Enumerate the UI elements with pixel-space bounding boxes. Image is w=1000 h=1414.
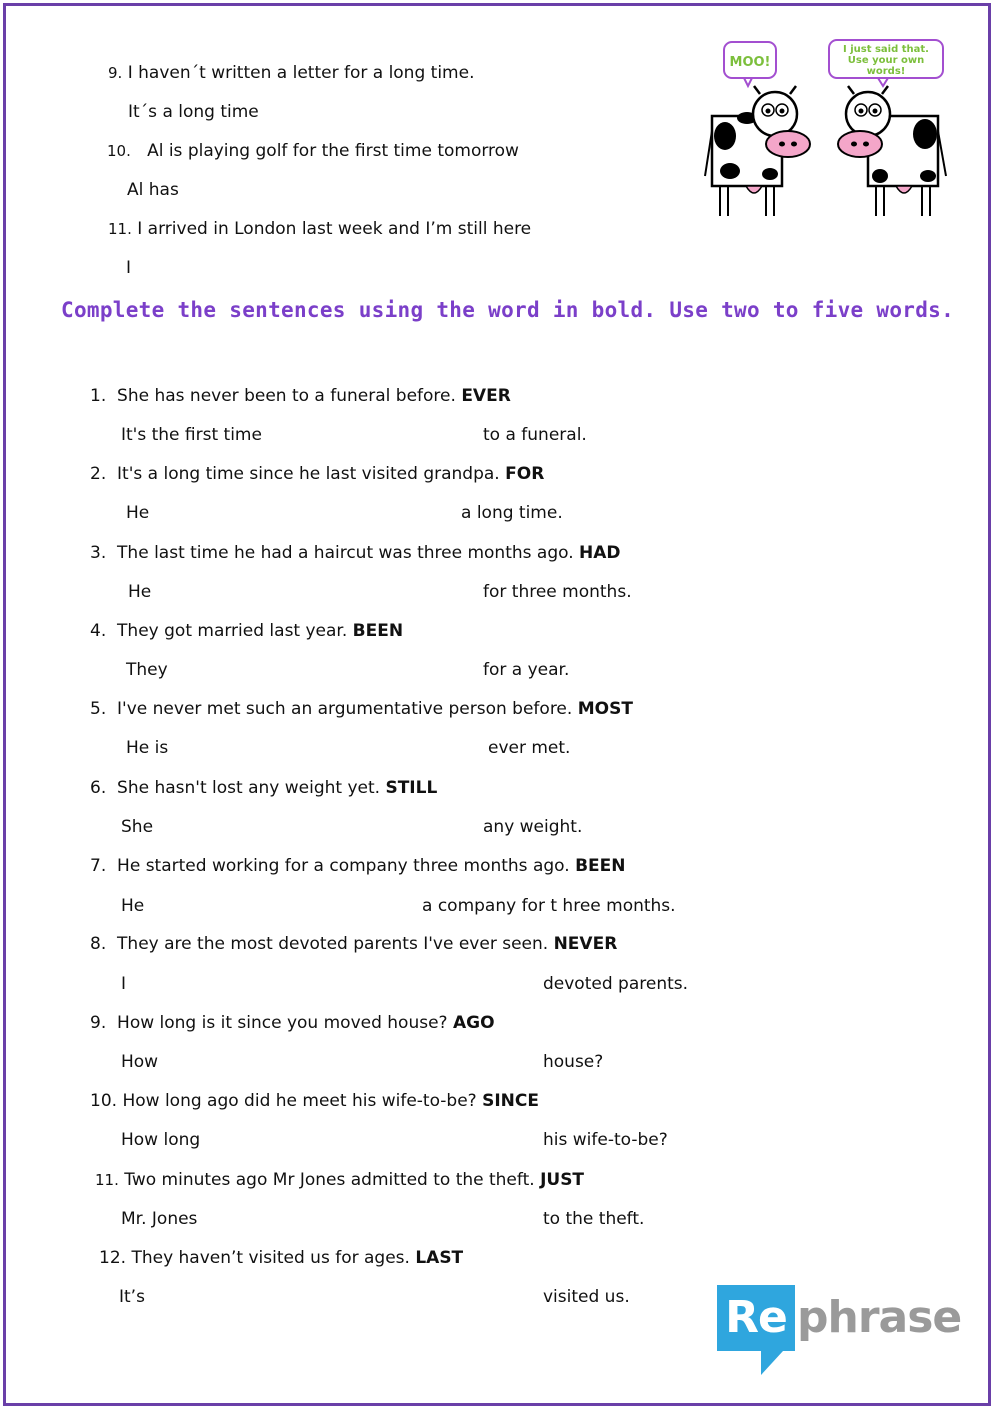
item-7: 7. He started working for a company three months ago. BEEN	[90, 856, 626, 876]
svg-text:I just said that.: I just said that.	[843, 44, 929, 55]
item-11-prompt-start: Mr. Jones	[121, 1209, 198, 1229]
keyword: HAD	[579, 543, 621, 563]
item-2: 2. It's a long time since he last visited grandpa. FOR	[90, 464, 545, 484]
keyword: NEVER	[553, 934, 618, 954]
item-11: 11. Two minutes ago Mr Jones admitted to the theft. JUST	[95, 1170, 585, 1190]
item-6-prompt-start: She	[121, 817, 154, 837]
item-1-prompt-end: to a funeral.	[483, 425, 587, 445]
top-item-9: 9. I haven´t written a letter for a long time.	[108, 63, 475, 83]
item-4-prompt-start: They	[126, 660, 168, 680]
speech-bubble-left	[724, 42, 776, 86]
keyword: BEEN	[352, 621, 404, 641]
keyword: BEEN	[575, 856, 626, 876]
logo-text: phrase	[797, 1292, 962, 1343]
keyword: SINCE	[482, 1091, 539, 1111]
item-3: 3. The last time he had a haircut was three months ago. HAD	[90, 543, 621, 563]
item-12-prompt-end: visited us.	[543, 1287, 630, 1307]
item-5-prompt-end: ever met.	[488, 738, 571, 758]
keyword: EVER	[461, 386, 511, 406]
item-1: 1. She has never been to a funeral before. EVER	[90, 386, 511, 406]
left-cow-icon	[705, 86, 810, 216]
keyword: AGO	[452, 1013, 495, 1033]
top-item-10-prompt: Al has	[127, 180, 179, 200]
item-4: 4. They got married last year. BEEN	[90, 621, 404, 641]
keyword: STILL	[385, 778, 438, 798]
item-12: 12. They haven’t visited us for ages. LAST	[99, 1248, 464, 1268]
keyword: MOST	[577, 699, 633, 719]
top-item-11-prompt: I	[126, 258, 132, 278]
item-11-prompt-end: to the theft.	[543, 1209, 645, 1229]
speech-bubble-right	[829, 40, 943, 86]
item-7-prompt-end: a company for t hree months.	[422, 896, 676, 916]
svg-text:Use your own: Use your own	[847, 55, 925, 66]
item-2-prompt-end: a long time.	[461, 503, 563, 523]
item-10: 10. How long ago did he meet his wife-to-be? SINCE	[90, 1091, 539, 1111]
item-3-prompt-start: He	[128, 582, 152, 602]
item-10-prompt-start: How long	[121, 1130, 201, 1150]
logo-accent: Re	[717, 1285, 795, 1351]
item-4-prompt-end: for a year.	[483, 660, 570, 680]
item-6-prompt-end: any weight.	[483, 817, 583, 837]
keyword: LAST	[415, 1248, 464, 1268]
cows-cartoon-image	[700, 36, 958, 268]
top-item-11: 11. I arrived in London last week and I’m still here	[108, 219, 532, 239]
item-1-prompt-start: It's the first time	[121, 425, 262, 445]
item-8-prompt-end: devoted parents.	[543, 974, 689, 994]
item-12-prompt-start: It’s	[119, 1287, 145, 1307]
keyword: FOR	[505, 464, 545, 484]
item-8: 8. They are the most devoted parents I've ever seen. NEVER	[90, 934, 618, 954]
svg-text:MOO!: MOO!	[729, 55, 771, 70]
keyword: JUST	[540, 1170, 585, 1190]
item-2-prompt-start: He	[126, 503, 150, 523]
svg-text:words!: words!	[866, 66, 906, 77]
item-9-prompt-start: How	[121, 1052, 159, 1072]
item-6: 6. She hasn't lost any weight yet. STILL	[90, 778, 438, 798]
item-8-prompt-start: I	[121, 974, 127, 994]
exercise-instructions: Complete the sentences using the word in bold. Use two to five words.	[61, 298, 955, 322]
rephrase-logo	[717, 1285, 967, 1377]
item-7-prompt-start: He	[121, 896, 145, 916]
item-9: 9. How long is it since you moved house? AGO	[90, 1013, 495, 1033]
logo-speech-tail	[761, 1351, 783, 1375]
item-10-prompt-end: his wife-to-be?	[543, 1130, 668, 1150]
top-item-9-prompt: It´s a long time	[128, 102, 259, 122]
item-9-prompt-end: house?	[543, 1052, 604, 1072]
right-cow-icon	[838, 86, 946, 216]
top-item-10: 10. Al is playing golf for the first time tomorrow	[107, 141, 519, 161]
item-3-prompt-end: for three months.	[483, 582, 632, 602]
item-5-prompt-start: He is	[126, 738, 169, 758]
item-5: 5. I've never met such an argumentative person before. MOST	[90, 699, 633, 719]
